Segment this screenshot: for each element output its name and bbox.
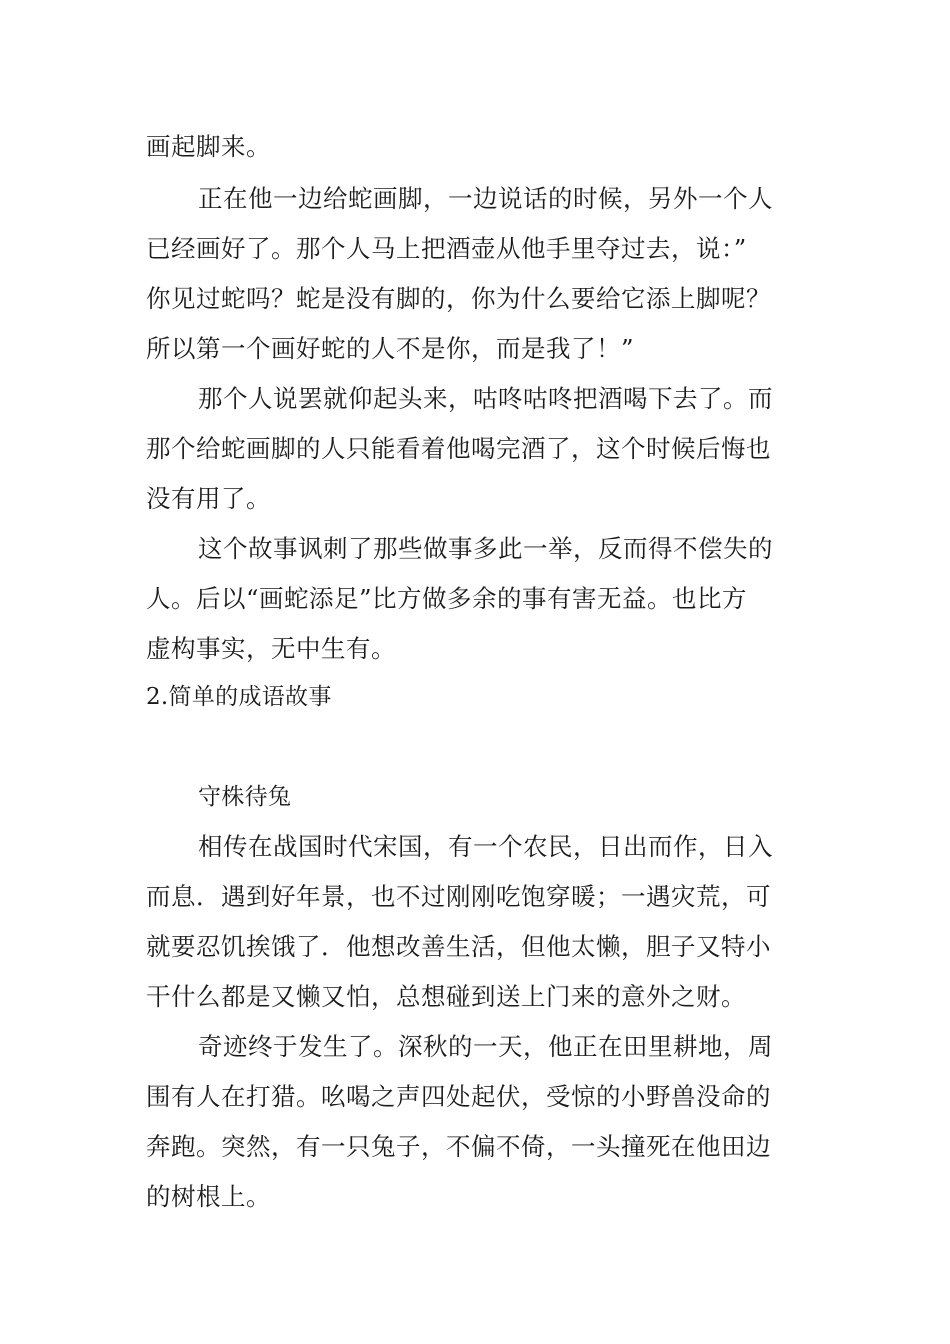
paragraph-start-line: 相传在战国时代宋国，有一个农民，日出而作，日入 (198, 832, 773, 861)
text-line: 那个给蛇画脚的人只能看着他喝完酒了，这个时候后悔也 (146, 434, 771, 463)
text-line: 干什么都是又懒又怕，总想碰到送上门来的意外之财。 (146, 982, 746, 1011)
text-line: 没有用了。 (146, 484, 271, 513)
paragraph-start-line: 这个故事讽刺了那些做事多此一举，反而得不偿失的 (198, 534, 773, 563)
text-line: 所以第一个画好蛇的人不是你，而是我了！” (146, 334, 635, 363)
text-line: 奔跑。突然，有一只兔子，不偏不倚，一头撞死在他田边 (146, 1132, 771, 1161)
text-line: 就要忍饥挨饿了．他想改善生活，但他太懒，胆子又特小 (146, 932, 771, 961)
text-line: 虚构事实，无中生有。 (146, 634, 396, 663)
story-title: 守株待兔 (198, 784, 292, 810)
paragraph-start-line: 正在他一边给蛇画脚，一边说话的时候，另外一个人 (198, 184, 773, 213)
paragraph-start-line: 那个人说罢就仰起头来，咕咚咕咚把酒喝下去了。而 (198, 384, 773, 413)
text-line: 你见过蛇吗？蛇是没有脚的，你为什么要给它添上脚呢？ (146, 284, 771, 313)
text-line: 的树根上。 (146, 1182, 271, 1211)
text-line: 人。后以“画蛇添足”比方做多余的事有害无益。也比方 (146, 584, 748, 613)
text-line: 围有人在打猎。吆喝之声四处起伏，受惊的小野兽没命的 (146, 1082, 771, 1111)
section-heading: 2.简单的成语故事 (146, 684, 332, 710)
text-line: 而息．遇到好年景，也不过刚刚吃饱穿暖；一遇灾荒，可 (146, 882, 771, 911)
text-line: 画起脚来。 (146, 132, 271, 161)
paragraph-start-line: 奇迹终于发生了。深秋的一天，他正在田里耕地，周 (198, 1032, 773, 1061)
text-line: 已经画好了。那个人马上把酒壶从他手里夺过去，说：” (146, 234, 747, 263)
